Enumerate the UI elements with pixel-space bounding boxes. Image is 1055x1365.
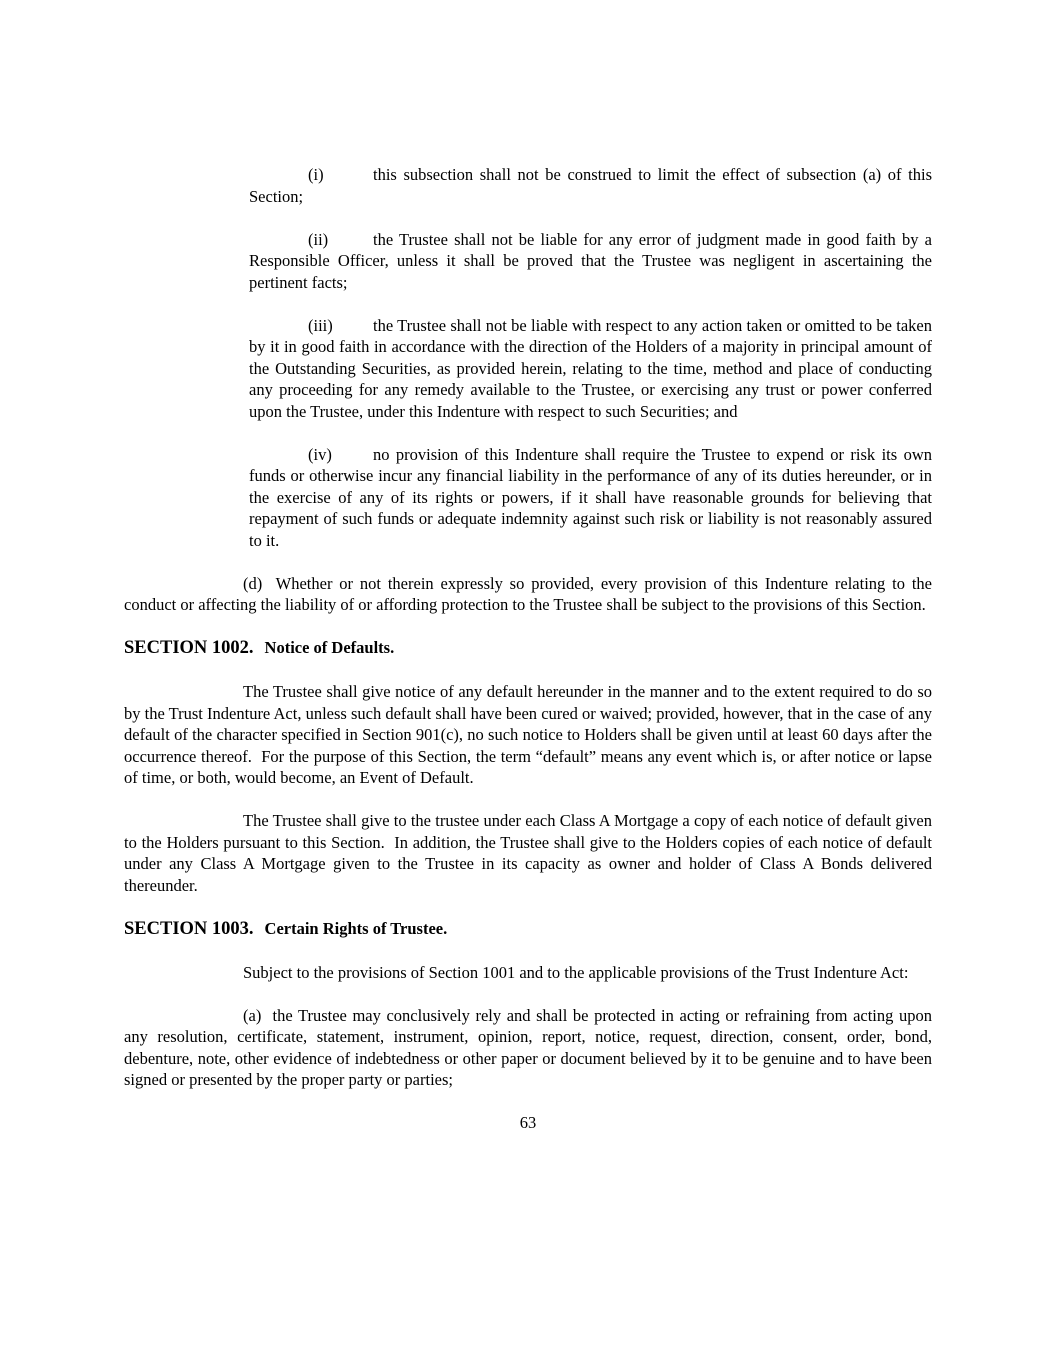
- section-heading-1003-number: SECTION 1003.: [124, 918, 254, 939]
- list-item-iii-label: (iii): [308, 315, 333, 335]
- list-item-i: [249, 164, 932, 207]
- list-item-ii-label: (ii): [308, 229, 329, 249]
- paragraph-subject-to-provisions: Subject to the provisions of Section 1001 and to the applicable provisions of the Trust Indenture Act:: [243, 962, 909, 982]
- section-heading-1002-number: SECTION 1002.: [124, 638, 254, 658]
- section-heading-1002: [124, 637, 932, 660]
- list-item-ii-text: the Trustee shall not be liable for any error of judgment made in good faith by a Responsible Officer, unless it shall be proved that the Trustee was negligent in ascertaining the pertinent facts;: [249, 229, 932, 292]
- section-heading-1003-title: Certain Rights of Trustee.: [264, 918, 448, 938]
- page-number: 63: [519, 1113, 537, 1132]
- document-content: [124, 164, 932, 1134]
- list-item-ii: [249, 229, 932, 294]
- paragraph-a: (a) the Trustee may conclusively rely and shall be protected in acting or refraining from acting upon any resolution, certificate, statement, instrument, opinion, report, notice, request, direction, consent, order, bond, debenture, note, other evidence of indebtedness or other paper or document believed by it to be genuine and to have been signed or presented by the proper party or parties;: [124, 1005, 932, 1089]
- paragraph-notice-of-defaults-1: The Trustee shall give notice of any default hereunder in the manner and to the extent required to do so by the Trust Indenture Act, unless such default shall have been cured or waived; provided, however, that in the case of any default of the character specified in Section 901(c), no such notice to Holders shall be given until at least 60 days after the occurrence thereof. For the purpose of this Section, the term “default” means any event which is, or after notice or lapse of time, or both, would become, an Event of Default.: [124, 682, 932, 787]
- list-item-iii: [249, 315, 932, 423]
- list-item-iv: [249, 444, 932, 552]
- list-item-i-text: this subsection shall not be construed to limit the effect of subsection (a) of this Section;: [249, 165, 932, 206]
- paragraph-d: (d) Whether or not therein expressly so provided, every provision of this Indenture relating to the conduct or affecting the liability of or affording protection to the Trustee shall be subject to the provisions of this Section.: [124, 573, 932, 614]
- list-item-i-label: (i): [308, 165, 324, 184]
- list-item-iv-label: (iv): [308, 444, 332, 464]
- section-heading-1002-title: Notice of Defaults.: [264, 638, 395, 657]
- list-item-iv-text: no provision of this Indenture shall require the Trustee to expend or risk its own funds or otherwise incur any financial liability in the performance of any of its duties hereunder, or in the exercise of any of its rights or powers, if it shall have reasonable grounds for believing that repayment of such funds or adequate indemnity against such risk or liability is not reasonably assured to it.: [249, 444, 932, 550]
- list-item-iii-text: the Trustee shall not be liable with respect to any action taken or omitted to be taken by it in good faith in accordance with the direction of the Holders of a majority in principal amount of the Outstanding Securities, as provided herein, relating to the time, method and place of conducting any proceeding for any remedy available to the Trustee, or exercising any trust or power conferred upon the Trustee, under this Indenture with respect to such Securities; and: [249, 315, 932, 421]
- section-heading-1003: [124, 918, 932, 941]
- paragraph-notice-of-defaults-2: The Trustee shall give to the trustee under each Class A Mortgage a copy of each notice of default given to the Holders pursuant to this Section. In addition, the Trustee shall give to the Holders copies of each notice of default under any Class A Mortgage given to the Trustee in its capacity as owner and holder of Class A Bonds delivered thereunder.: [124, 811, 932, 895]
